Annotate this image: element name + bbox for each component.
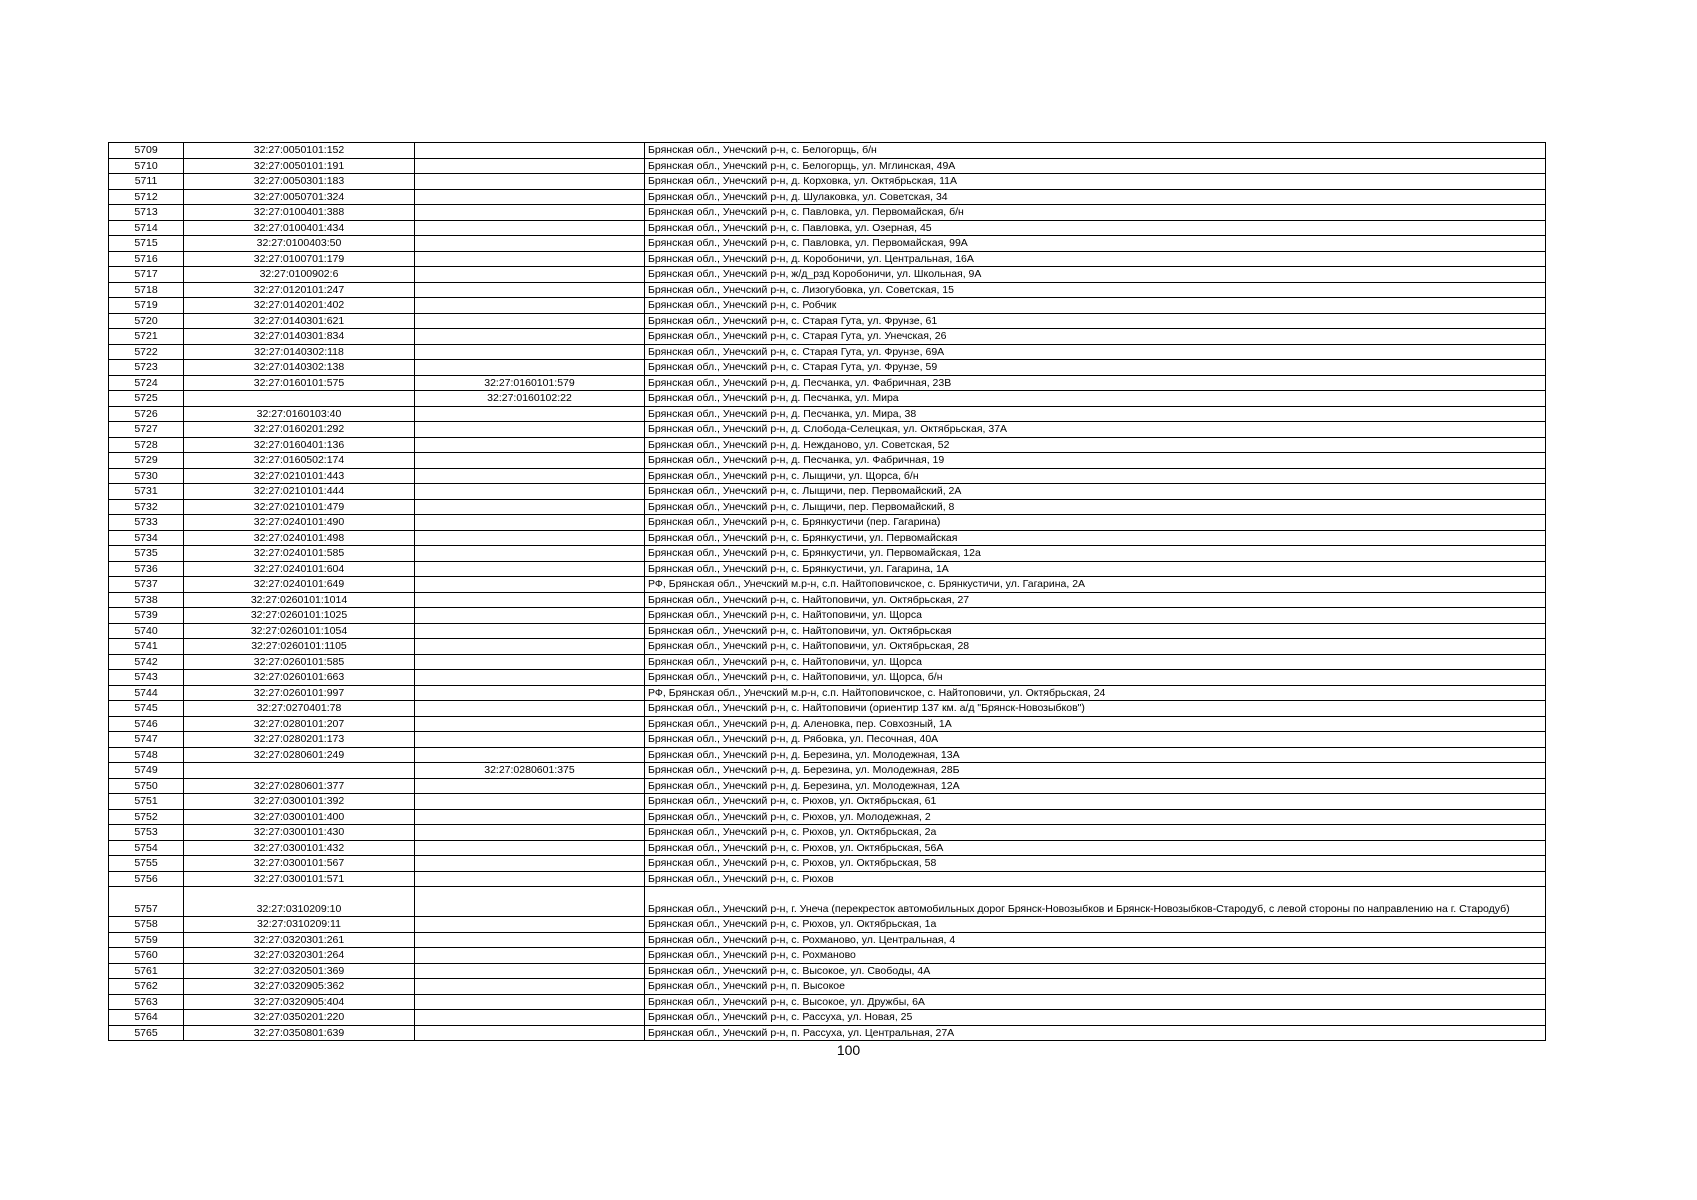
cadastral-number-cell: 32:27:0050701:324 xyxy=(184,189,415,205)
address-cell: Брянская обл., Унечский р-н, с. Рюхов, ул. Октябрьская, 61 xyxy=(645,794,1546,810)
table-row xyxy=(109,932,1546,948)
related-cadastral-number-cell xyxy=(415,360,645,376)
address-cell: Брянская обл., Унечский р-н, с. Рюхов, ул. Октябрьская, 1а xyxy=(645,917,1546,933)
address-cell: Брянская обл., Унечский р-н, с. Лыщичи, ул. Щорса, б/н xyxy=(645,468,1546,484)
address-cell: Брянская обл., Унечский р-н, с. Рассуха, ул. Новая, 25 xyxy=(645,1010,1546,1026)
cadastral-number-cell: 32:27:0050301:183 xyxy=(184,174,415,190)
related-cadastral-number-cell xyxy=(415,484,645,500)
table-row xyxy=(109,546,1546,562)
row-number-cell: 5725 xyxy=(109,391,184,407)
cadastral-number-cell: 32:27:0300101:400 xyxy=(184,809,415,825)
related-cadastral-number-cell: 32:27:0160101:579 xyxy=(415,375,645,391)
related-cadastral-number-cell xyxy=(415,685,645,701)
related-cadastral-number-cell xyxy=(415,701,645,717)
related-cadastral-number-cell xyxy=(415,437,645,453)
address-cell: Брянская обл., Унечский р-н, с. Лизогубовка, ул. Советская, 15 xyxy=(645,282,1546,298)
table-row xyxy=(109,236,1546,252)
related-cadastral-number-cell xyxy=(415,825,645,841)
address-cell: Брянская обл., Унечский р-н, с. Брянкустичи, ул. Первомайская, 12а xyxy=(645,546,1546,562)
row-number-cell: 5760 xyxy=(109,948,184,964)
related-cadastral-number-cell xyxy=(415,422,645,438)
row-number-cell: 5729 xyxy=(109,453,184,469)
table-row xyxy=(109,809,1546,825)
address-cell: Брянская обл., Унечский р-н, д. Березина, ул. Молодежная, 12А xyxy=(645,778,1546,794)
address-cell: Брянская обл., Унечский р-н, с. Брянкустичи (пер. Гагарина) xyxy=(645,515,1546,531)
row-number-cell: 5728 xyxy=(109,437,184,453)
row-number-cell: 5722 xyxy=(109,344,184,360)
address-cell: Брянская обл., Унечский р-н, с. Найтоповичи, ул. Октябрьская, 27 xyxy=(645,592,1546,608)
table-row xyxy=(109,917,1546,933)
row-number-cell: 5717 xyxy=(109,267,184,283)
cadastral-number-cell: 32:27:0240101:498 xyxy=(184,530,415,546)
table-row xyxy=(109,654,1546,670)
table-row xyxy=(109,732,1546,748)
table-row xyxy=(109,1010,1546,1026)
table-row xyxy=(109,220,1546,236)
row-number-cell: 5738 xyxy=(109,592,184,608)
address-cell: Брянская обл., Унечский р-н, с. Рюхов, ул. Молодежная, 2 xyxy=(645,809,1546,825)
cadastral-number-cell: 32:27:0260101:1014 xyxy=(184,592,415,608)
cadastral-number-cell: 32:27:0160401:136 xyxy=(184,437,415,453)
related-cadastral-number-cell xyxy=(415,639,645,655)
address-cell: Брянская обл., Унечский р-н, г. Унеча (перекресток автомобильных дорог Брянск-Новозыбков и Брянск-Новозыбков-Стародуб, с левой стороны по направлению на г. Стародуб) xyxy=(645,887,1546,917)
table-row xyxy=(109,1025,1546,1041)
row-number-cell: 5713 xyxy=(109,205,184,221)
address-cell: Брянская обл., Унечский р-н, с. Старая Гута, ул. Фрунзе, 69А xyxy=(645,344,1546,360)
row-number-cell: 5726 xyxy=(109,406,184,422)
cadastral-number-cell: 32:27:0100401:434 xyxy=(184,220,415,236)
table-row xyxy=(109,794,1546,810)
related-cadastral-number-cell xyxy=(415,530,645,546)
address-cell: Брянская обл., Унечский р-н, с. Белогорщь, б/н xyxy=(645,143,1546,159)
row-number-cell: 5757 xyxy=(109,887,184,917)
row-number-cell: 5748 xyxy=(109,747,184,763)
row-number-cell: 5739 xyxy=(109,608,184,624)
table-row xyxy=(109,344,1546,360)
table-row xyxy=(109,515,1546,531)
address-cell: Брянская обл., Унечский р-н, с. Найтоповичи, ул. Октябрьская, 28 xyxy=(645,639,1546,655)
row-number-cell: 5749 xyxy=(109,763,184,779)
address-cell: Брянская обл., Унечский р-н, с. Высокое, ул. Дружбы, 6А xyxy=(645,994,1546,1010)
table-row xyxy=(109,577,1546,593)
table-row xyxy=(109,251,1546,267)
address-cell: Брянская обл., Унечский р-н, с. Рюхов xyxy=(645,871,1546,887)
table-row xyxy=(109,391,1546,407)
table-row xyxy=(109,948,1546,964)
table-row xyxy=(109,422,1546,438)
cadastral-number-cell: 32:27:0310209:10 xyxy=(184,887,415,917)
related-cadastral-number-cell xyxy=(415,732,645,748)
related-cadastral-number-cell xyxy=(415,917,645,933)
related-cadastral-number-cell xyxy=(415,994,645,1010)
table-row xyxy=(109,267,1546,283)
table-row xyxy=(109,994,1546,1010)
table-row xyxy=(109,608,1546,624)
cadastral-number-cell: 32:27:0210101:443 xyxy=(184,468,415,484)
cadastral-number-cell: 32:27:0320301:264 xyxy=(184,948,415,964)
cadastral-number-cell: 32:27:0270401:78 xyxy=(184,701,415,717)
table-row xyxy=(109,623,1546,639)
row-number-cell: 5761 xyxy=(109,963,184,979)
row-number-cell: 5711 xyxy=(109,174,184,190)
row-number-cell: 5709 xyxy=(109,143,184,159)
cadastral-number-cell: 32:27:0210101:444 xyxy=(184,484,415,500)
related-cadastral-number-cell xyxy=(415,809,645,825)
address-cell: Брянская обл., Унечский р-н, с. Найтоповичи, ул. Щорса xyxy=(645,608,1546,624)
address-cell: Брянская обл., Унечский р-н, д. Шулаковка, ул. Советская, 34 xyxy=(645,189,1546,205)
table-row xyxy=(109,282,1546,298)
cadastral-number-cell: 32:27:0160103:40 xyxy=(184,406,415,422)
cadastral-number-cell: 32:27:0100902:6 xyxy=(184,267,415,283)
row-number-cell: 5716 xyxy=(109,251,184,267)
address-cell: Брянская обл., Унечский р-н, с. Рохманово xyxy=(645,948,1546,964)
row-number-cell: 5733 xyxy=(109,515,184,531)
row-number-cell: 5719 xyxy=(109,298,184,314)
cadastral-number-cell: 32:27:0100701:179 xyxy=(184,251,415,267)
address-cell: Брянская обл., Унечский р-н, с. Павловка, ул. Озерная, 45 xyxy=(645,220,1546,236)
row-number-cell: 5715 xyxy=(109,236,184,252)
table-row xyxy=(109,701,1546,717)
related-cadastral-number-cell: 32:27:0160102:22 xyxy=(415,391,645,407)
row-number-cell: 5727 xyxy=(109,422,184,438)
table-row xyxy=(109,329,1546,345)
table-row xyxy=(109,484,1546,500)
related-cadastral-number-cell xyxy=(415,670,645,686)
address-cell: Брянская обл., Унечский р-н, с. Найтоповичи, ул. Щорса, б/н xyxy=(645,670,1546,686)
row-number-cell: 5751 xyxy=(109,794,184,810)
address-cell: Брянская обл., Унечский р-н, д. Аленовка, пер. Совхозный, 1А xyxy=(645,716,1546,732)
cadastral-number-cell: 32:27:0300101:432 xyxy=(184,840,415,856)
address-cell: Брянская обл., Унечский р-н, с. Найтоповичи (ориентир 137 км. а/д "Брянск-Новозыбков") xyxy=(645,701,1546,717)
row-number-cell: 5741 xyxy=(109,639,184,655)
row-number-cell: 5737 xyxy=(109,577,184,593)
table-row xyxy=(109,313,1546,329)
cadastral-number-cell: 32:27:0350801:639 xyxy=(184,1025,415,1041)
row-number-cell: 5765 xyxy=(109,1025,184,1041)
row-number-cell: 5752 xyxy=(109,809,184,825)
row-number-cell: 5763 xyxy=(109,994,184,1010)
table-row xyxy=(109,979,1546,995)
row-number-cell: 5732 xyxy=(109,499,184,515)
address-cell: Брянская обл., Унечский р-н, д. Песчанка, ул. Мира, 38 xyxy=(645,406,1546,422)
row-number-cell: 5735 xyxy=(109,546,184,562)
cadastral-number-cell: 32:27:0280201:173 xyxy=(184,732,415,748)
page-number: 100 xyxy=(836,1042,861,1058)
registry-table xyxy=(108,142,1546,1041)
related-cadastral-number-cell xyxy=(415,298,645,314)
address-cell: Брянская обл., Унечский р-н, с. Старая Гута, ул. Фрунзе, 59 xyxy=(645,360,1546,376)
cadastral-number-cell: 32:27:0240101:604 xyxy=(184,561,415,577)
address-cell: РФ, Брянская обл., Унечский м.р-н, с.п. Найтоповичское, с. Найтоповичи, ул. Октябрьская, 24 xyxy=(645,685,1546,701)
related-cadastral-number-cell xyxy=(415,747,645,763)
address-cell: Брянская обл., Унечский р-н, д. Слобода-Селецкая, ул. Октябрьская, 37А xyxy=(645,422,1546,438)
related-cadastral-number-cell xyxy=(415,932,645,948)
related-cadastral-number-cell xyxy=(415,499,645,515)
cadastral-number-cell: 32:27:0100403:50 xyxy=(184,236,415,252)
address-cell: Брянская обл., Унечский р-н, с. Робчик xyxy=(645,298,1546,314)
row-number-cell: 5747 xyxy=(109,732,184,748)
cadastral-number-cell: 32:27:0320301:261 xyxy=(184,932,415,948)
cadastral-number-cell: 32:27:0300101:567 xyxy=(184,856,415,872)
address-cell: РФ, Брянская обл., Унечский м.р-н, с.п. Найтоповичское, с. Брянкустичи, ул. Гагарина, 2А xyxy=(645,577,1546,593)
row-number-cell: 5734 xyxy=(109,530,184,546)
address-cell: Брянская обл., Унечский р-н, с. Старая Гута, ул. Фрунзе, 61 xyxy=(645,313,1546,329)
cadastral-number-cell: 32:27:0260101:1025 xyxy=(184,608,415,624)
cadastral-number-cell: 32:27:0140201:402 xyxy=(184,298,415,314)
address-cell: Брянская обл., Унечский р-н, с. Лыщичи, пер. Первомайский, 2А xyxy=(645,484,1546,500)
table-row xyxy=(109,763,1546,779)
address-cell: Брянская обл., Унечский р-н, п. Высокое xyxy=(645,979,1546,995)
related-cadastral-number-cell xyxy=(415,561,645,577)
related-cadastral-number-cell xyxy=(415,871,645,887)
address-cell: Брянская обл., Унечский р-н, д. Нежданово, ул. Советская, 52 xyxy=(645,437,1546,453)
address-cell: Брянская обл., Унечский р-н, ж/д_рзд Коробоничи, ул. Школьная, 9А xyxy=(645,267,1546,283)
row-number-cell: 5710 xyxy=(109,158,184,174)
row-number-cell: 5720 xyxy=(109,313,184,329)
row-number-cell: 5736 xyxy=(109,561,184,577)
table-row xyxy=(109,453,1546,469)
related-cadastral-number-cell xyxy=(415,546,645,562)
cadastral-number-cell: 32:27:0280601:249 xyxy=(184,747,415,763)
address-cell: Брянская обл., Унечский р-н, с. Рюхов, ул. Октябрьская, 56А xyxy=(645,840,1546,856)
table-row xyxy=(109,205,1546,221)
related-cadastral-number-cell xyxy=(415,592,645,608)
table-row xyxy=(109,639,1546,655)
address-cell: Брянская обл., Унечский р-н, с. Найтоповичи, ул. Октябрьская xyxy=(645,623,1546,639)
address-cell: Брянская обл., Унечский р-н, с. Высокое, ул. Свободы, 4А xyxy=(645,963,1546,979)
address-cell: Брянская обл., Унечский р-н, д. Коробоничи, ул. Центральная, 16А xyxy=(645,251,1546,267)
row-number-cell: 5714 xyxy=(109,220,184,236)
address-cell: Брянская обл., Унечский р-н, д. Корховка, ул. Октябрьская, 11А xyxy=(645,174,1546,190)
table-row xyxy=(109,158,1546,174)
row-number-cell: 5718 xyxy=(109,282,184,298)
cadastral-number-cell: 32:27:0300101:430 xyxy=(184,825,415,841)
related-cadastral-number-cell xyxy=(415,189,645,205)
cadastral-number-cell: 32:27:0160201:292 xyxy=(184,422,415,438)
cadastral-number-cell xyxy=(184,763,415,779)
cadastral-number-cell: 32:27:0100401:388 xyxy=(184,205,415,221)
related-cadastral-number-cell xyxy=(415,840,645,856)
cadastral-number-cell: 32:27:0320501:369 xyxy=(184,963,415,979)
related-cadastral-number-cell xyxy=(415,267,645,283)
cadastral-number-cell: 32:27:0140302:118 xyxy=(184,344,415,360)
cadastral-number-cell: 32:27:0240101:649 xyxy=(184,577,415,593)
cadastral-number-cell: 32:27:0260101:1054 xyxy=(184,623,415,639)
table-row xyxy=(109,298,1546,314)
registry-table-body xyxy=(109,143,1546,1041)
address-cell: Брянская обл., Унечский р-н, с. Старая Гута, ул. Унечская, 26 xyxy=(645,329,1546,345)
address-cell: Брянская обл., Унечский р-н, д. Песчанка, ул. Фабричная, 19 xyxy=(645,453,1546,469)
address-cell: Брянская обл., Унечский р-н, с. Павловка, ул. Первомайская, 99А xyxy=(645,236,1546,252)
cadastral-number-cell: 32:27:0140302:138 xyxy=(184,360,415,376)
row-number-cell: 5764 xyxy=(109,1010,184,1026)
address-cell: Брянская обл., Унечский р-н, с. Павловка, ул. Первомайская, б/н xyxy=(645,205,1546,221)
cadastral-number-cell: 32:27:0350201:220 xyxy=(184,1010,415,1026)
row-number-cell: 5753 xyxy=(109,825,184,841)
related-cadastral-number-cell xyxy=(415,1025,645,1041)
address-cell: Брянская обл., Унечский р-н, с. Брянкустичи, ул. Гагарина, 1А xyxy=(645,561,1546,577)
row-number-cell: 5743 xyxy=(109,670,184,686)
table-row xyxy=(109,856,1546,872)
related-cadastral-number-cell xyxy=(415,205,645,221)
related-cadastral-number-cell xyxy=(415,716,645,732)
table-row xyxy=(109,143,1546,159)
related-cadastral-number-cell xyxy=(415,963,645,979)
cadastral-number-cell: 32:27:0140301:621 xyxy=(184,313,415,329)
address-cell: Брянская обл., Унечский р-н, с. Рюхов, ул. Октябрьская, 2а xyxy=(645,825,1546,841)
related-cadastral-number-cell xyxy=(415,515,645,531)
related-cadastral-number-cell xyxy=(415,344,645,360)
cadastral-number-cell: 32:27:0260101:585 xyxy=(184,654,415,670)
row-number-cell: 5745 xyxy=(109,701,184,717)
table-row xyxy=(109,561,1546,577)
related-cadastral-number-cell xyxy=(415,948,645,964)
cadastral-number-cell: 32:27:0160502:174 xyxy=(184,453,415,469)
row-number-cell: 5756 xyxy=(109,871,184,887)
address-cell: Брянская обл., Унечский р-н, с. Рохманово, ул. Центральная, 4 xyxy=(645,932,1546,948)
cadastral-number-cell: 32:27:0260101:1105 xyxy=(184,639,415,655)
cadastral-number-cell: 32:27:0240101:490 xyxy=(184,515,415,531)
row-number-cell: 5744 xyxy=(109,685,184,701)
table-row xyxy=(109,530,1546,546)
related-cadastral-number-cell xyxy=(415,1010,645,1026)
table-row xyxy=(109,716,1546,732)
related-cadastral-number-cell xyxy=(415,577,645,593)
table-row xyxy=(109,825,1546,841)
related-cadastral-number-cell xyxy=(415,158,645,174)
table-row xyxy=(109,189,1546,205)
address-cell: Брянская обл., Унечский р-н, с. Лыщичи, пер. Первомайский, 8 xyxy=(645,499,1546,515)
table-row xyxy=(109,468,1546,484)
cadastral-number-cell: 32:27:0310209:11 xyxy=(184,917,415,933)
address-cell: Брянская обл., Унечский р-н, п. Рассуха, ул. Центральная, 27А xyxy=(645,1025,1546,1041)
cadastral-number-cell: 32:27:0120101:247 xyxy=(184,282,415,298)
related-cadastral-number-cell xyxy=(415,623,645,639)
row-number-cell: 5758 xyxy=(109,917,184,933)
cadastral-number-cell: 32:27:0280601:377 xyxy=(184,778,415,794)
cadastral-number-cell xyxy=(184,391,415,407)
related-cadastral-number-cell xyxy=(415,468,645,484)
address-cell: Брянская обл., Унечский р-н, с. Белогорщь, ул. Мглинская, 49А xyxy=(645,158,1546,174)
cadastral-number-cell: 32:27:0240101:585 xyxy=(184,546,415,562)
related-cadastral-number-cell xyxy=(415,313,645,329)
related-cadastral-number-cell xyxy=(415,453,645,469)
table-row xyxy=(109,778,1546,794)
row-number-cell: 5755 xyxy=(109,856,184,872)
address-cell: Брянская обл., Унечский р-н, с. Брянкустичи, ул. Первомайская xyxy=(645,530,1546,546)
table-row xyxy=(109,437,1546,453)
related-cadastral-number-cell xyxy=(415,220,645,236)
cadastral-number-cell: 32:27:0160101:575 xyxy=(184,375,415,391)
related-cadastral-number-cell xyxy=(415,329,645,345)
address-cell: Брянская обл., Унечский р-н, д. Березина, ул. Молодежная, 13А xyxy=(645,747,1546,763)
address-cell: Брянская обл., Унечский р-н, с. Найтоповичи, ул. Щорса xyxy=(645,654,1546,670)
related-cadastral-number-cell xyxy=(415,654,645,670)
table-row xyxy=(109,747,1546,763)
cadastral-number-cell: 32:27:0320905:404 xyxy=(184,994,415,1010)
table-row xyxy=(109,592,1546,608)
address-cell: Брянская обл., Унечский р-н, с. Рюхов, ул. Октябрьская, 58 xyxy=(645,856,1546,872)
row-number-cell: 5730 xyxy=(109,468,184,484)
cadastral-number-cell: 32:27:0050101:191 xyxy=(184,158,415,174)
related-cadastral-number-cell xyxy=(415,282,645,298)
table-row xyxy=(109,375,1546,391)
cadastral-number-cell: 32:27:0300101:571 xyxy=(184,871,415,887)
related-cadastral-number-cell xyxy=(415,887,645,917)
related-cadastral-number-cell: 32:27:0280601:375 xyxy=(415,763,645,779)
related-cadastral-number-cell xyxy=(415,174,645,190)
address-cell: Брянская обл., Унечский р-н, д. Песчанка, ул. Фабричная, 23В xyxy=(645,375,1546,391)
table-row xyxy=(109,871,1546,887)
related-cadastral-number-cell xyxy=(415,406,645,422)
related-cadastral-number-cell xyxy=(415,778,645,794)
table-row xyxy=(109,887,1546,917)
cadastral-number-cell: 32:27:0260101:663 xyxy=(184,670,415,686)
row-number-cell: 5750 xyxy=(109,778,184,794)
row-number-cell: 5740 xyxy=(109,623,184,639)
row-number-cell: 5759 xyxy=(109,932,184,948)
cadastral-number-cell: 32:27:0210101:479 xyxy=(184,499,415,515)
related-cadastral-number-cell xyxy=(415,979,645,995)
related-cadastral-number-cell xyxy=(415,856,645,872)
related-cadastral-number-cell xyxy=(415,143,645,159)
address-cell: Брянская обл., Унечский р-н, д. Песчанка, ул. Мира xyxy=(645,391,1546,407)
cadastral-number-cell: 32:27:0260101:997 xyxy=(184,685,415,701)
row-number-cell: 5731 xyxy=(109,484,184,500)
related-cadastral-number-cell xyxy=(415,608,645,624)
related-cadastral-number-cell xyxy=(415,251,645,267)
table-row xyxy=(109,670,1546,686)
cadastral-number-cell: 32:27:0320905:362 xyxy=(184,979,415,995)
related-cadastral-number-cell xyxy=(415,236,645,252)
table-row xyxy=(109,360,1546,376)
cadastral-number-cell: 32:27:0300101:392 xyxy=(184,794,415,810)
table-row xyxy=(109,963,1546,979)
table-row xyxy=(109,499,1546,515)
cadastral-number-cell: 32:27:0050101:152 xyxy=(184,143,415,159)
row-number-cell: 5712 xyxy=(109,189,184,205)
address-cell: Брянская обл., Унечский р-н, д. Рябовка, ул. Песочная, 40А xyxy=(645,732,1546,748)
row-number-cell: 5762 xyxy=(109,979,184,995)
table-row xyxy=(109,174,1546,190)
row-number-cell: 5721 xyxy=(109,329,184,345)
row-number-cell: 5754 xyxy=(109,840,184,856)
row-number-cell: 5746 xyxy=(109,716,184,732)
table-row xyxy=(109,406,1546,422)
table-row xyxy=(109,685,1546,701)
cadastral-number-cell: 32:27:0140301:834 xyxy=(184,329,415,345)
row-number-cell: 5724 xyxy=(109,375,184,391)
related-cadastral-number-cell xyxy=(415,794,645,810)
row-number-cell: 5742 xyxy=(109,654,184,670)
address-cell: Брянская обл., Унечский р-н, д. Березина, ул. Молодежная, 28Б xyxy=(645,763,1546,779)
row-number-cell: 5723 xyxy=(109,360,184,376)
cadastral-number-cell: 32:27:0280101:207 xyxy=(184,716,415,732)
table-row xyxy=(109,840,1546,856)
